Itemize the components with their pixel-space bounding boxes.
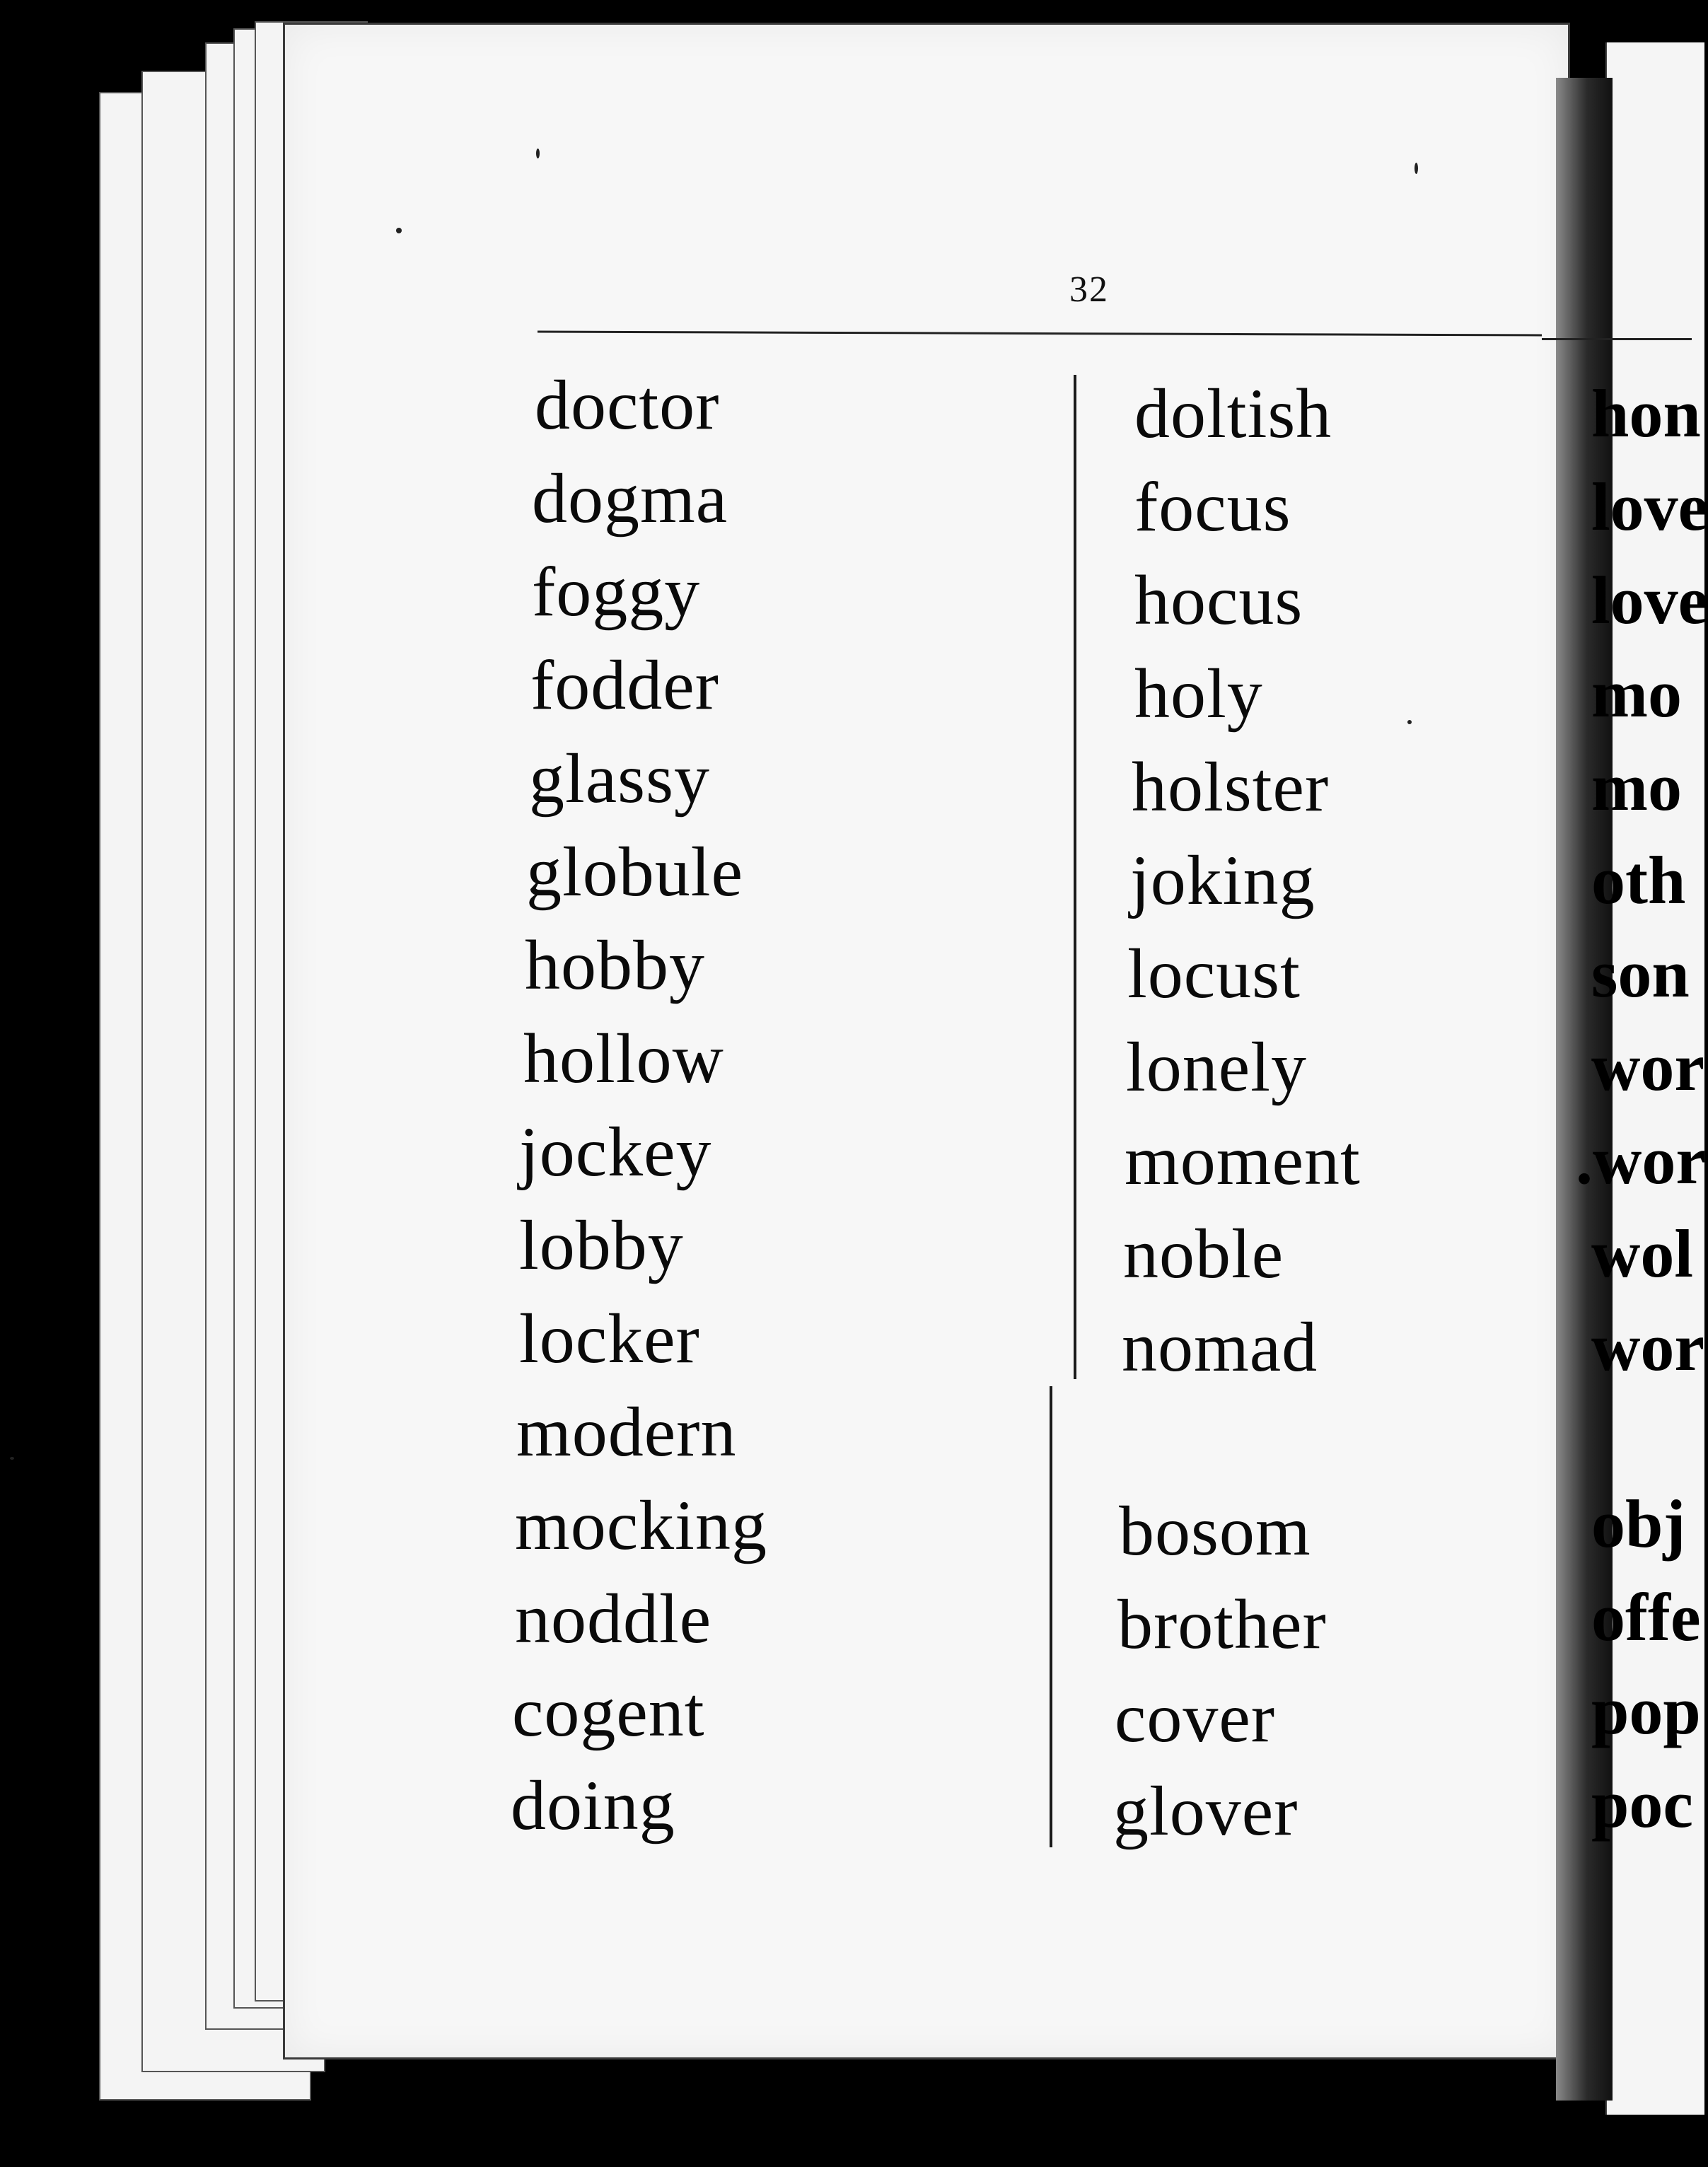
left-word: modern [516,1393,737,1471]
left-word: doing [511,1766,675,1844]
right-word: focus [1134,467,1291,546]
left-word: hollow [523,1019,724,1098]
column-divider [1050,1386,1052,1847]
next-page-word: poc [1591,1766,1693,1842]
next-page-word: wol [1591,1216,1693,1291]
next-page-word: obj [1591,1486,1686,1562]
left-word: hobby [525,926,705,1004]
header-rule-right [1542,338,1692,340]
left-word: mocking [515,1486,767,1564]
right-word: hocus [1134,561,1303,639]
left-word: globule [526,832,743,911]
dust-speck [10,1457,14,1460]
right-word: glover [1113,1772,1299,1850]
right-word: nomad [1122,1308,1318,1386]
next-page-word: son [1591,936,1690,1011]
right-word: lonely [1126,1028,1307,1106]
left-word: jockey [519,1112,712,1191]
left-word: dogma [532,459,728,538]
next-page-word: mo [1591,749,1682,825]
right-word: locust [1127,934,1301,1013]
next-page-word: oth [1591,842,1686,918]
book-page [283,23,1570,2059]
left-word: glassy [529,739,710,818]
page-number: 32 [1069,269,1109,310]
right-word: bosom [1119,1492,1311,1570]
left-word: noddle [515,1579,712,1658]
left-word: fodder [530,646,719,724]
right-word: cover [1115,1678,1276,1757]
column-divider [1074,375,1076,1379]
dust-speck [1407,720,1412,724]
right-word: holy [1134,654,1263,733]
left-word: cogent [512,1673,705,1751]
next-page-word: pop [1591,1673,1701,1748]
left-word: locker [519,1299,700,1378]
dust-speck [1414,163,1418,174]
next-page-word: mo [1591,656,1682,731]
right-word: moment [1125,1121,1361,1199]
right-word: doltish [1134,374,1332,453]
left-word: foggy [532,552,701,631]
right-word: noble [1123,1214,1284,1293]
right-word: joking [1130,841,1315,919]
left-word: lobby [519,1206,684,1284]
dust-speck [396,228,402,233]
next-page-word: offe [1591,1579,1701,1655]
next-page-word: wor [1591,1029,1704,1105]
next-page-word: love [1591,469,1708,545]
next-page-word: .wor [1576,1122,1706,1198]
right-word: holster [1132,748,1330,826]
next-page-word: wor [1591,1309,1704,1385]
dust-speck [536,149,540,158]
next-page-word: hon [1591,376,1701,451]
right-word: brother [1117,1585,1327,1663]
left-word: doctor [535,366,720,444]
next-page-word: love [1591,562,1708,638]
